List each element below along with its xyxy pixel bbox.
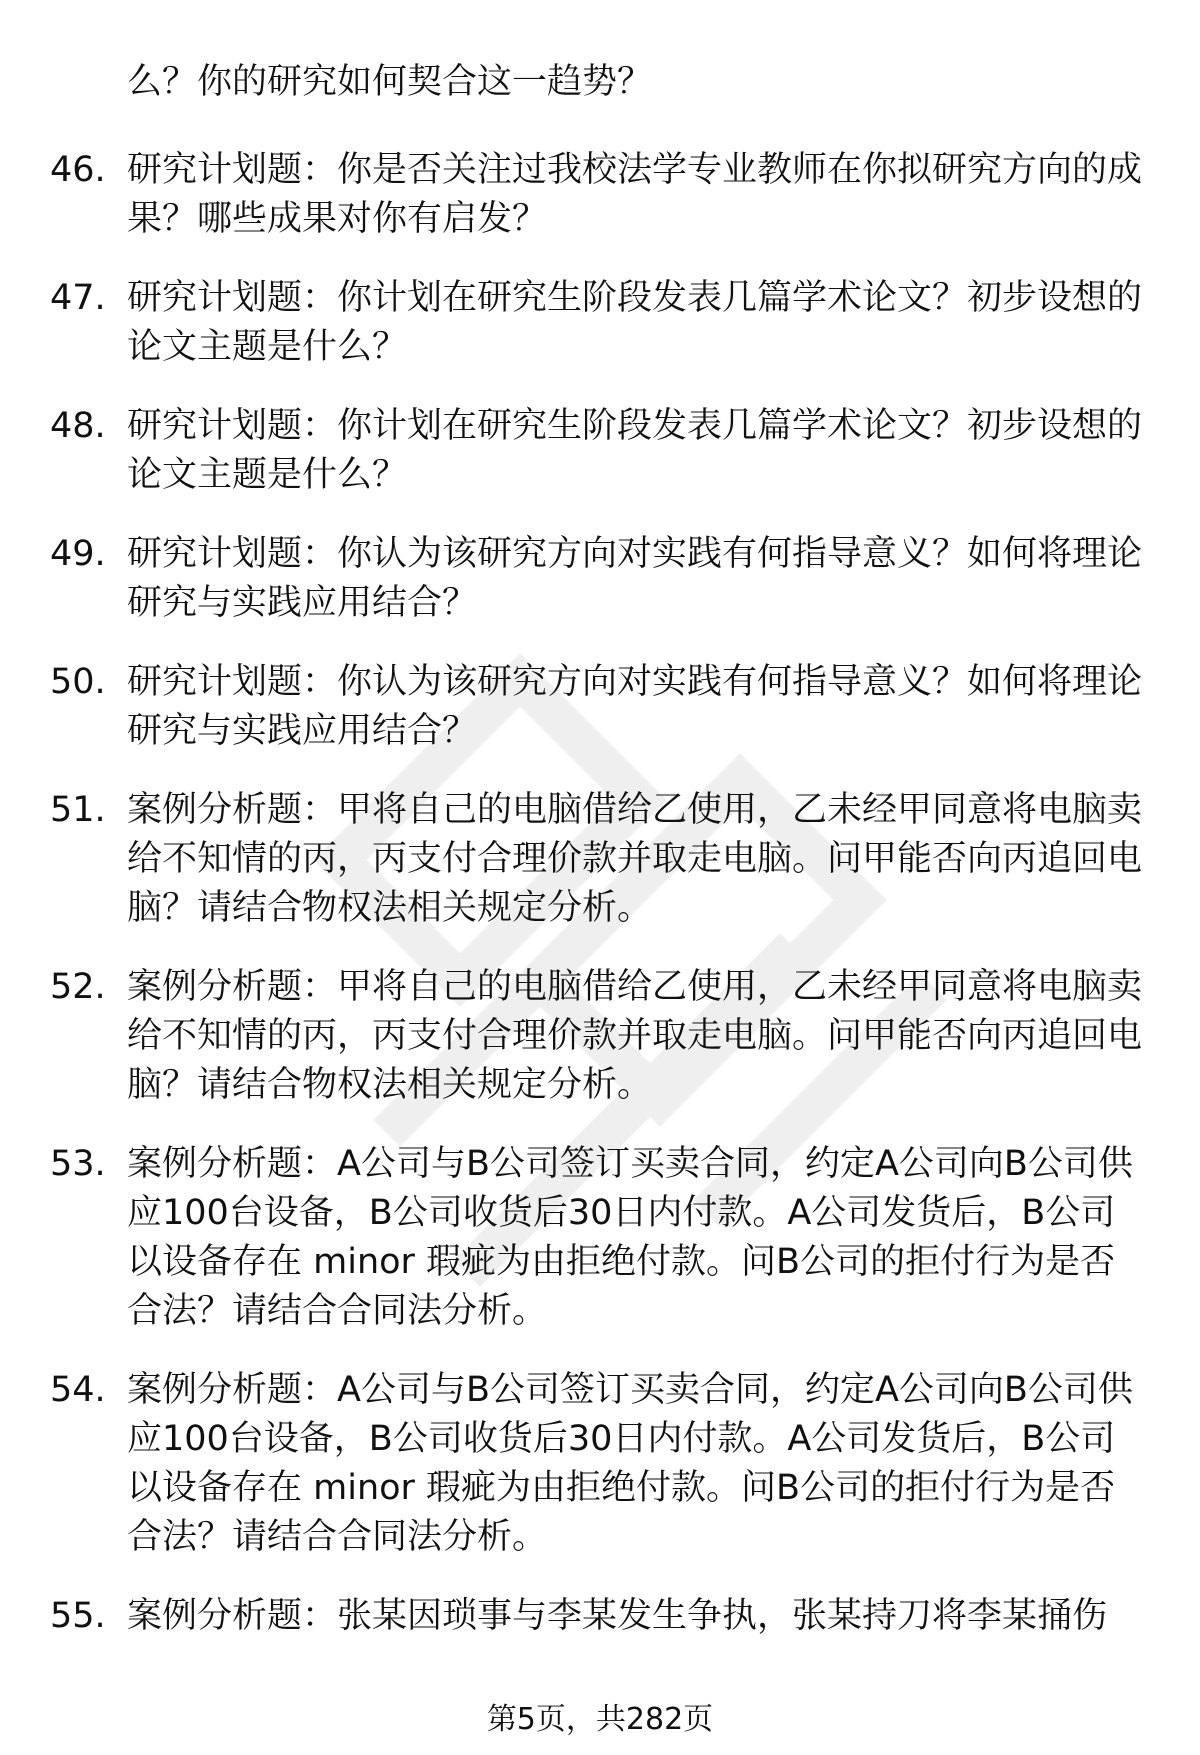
question-item [0,1366,1200,1562]
question-text: 案例分析题：A公司与B公司签订买卖合同，约定A公司向B公司供应100台设备，B公司收货后30日内付款。A公司发货后，B公司以设备存在 minor 瑕疵为由拒绝付款。问B公司的拒付行为是否合法？请结合合同法分析。 [127,1144,1133,1331]
question-number: 55. [50,1596,106,1636]
question-item [0,1140,1200,1336]
question-number: 54. [50,1370,106,1410]
question-list [0,146,1200,1671]
question-text: 研究计划题：你认为该研究方向对实践有何指导意义？如何将理论研究与实践应用结合？ [127,534,1143,623]
page-footer: 第5页，共282页 [486,1702,714,1737]
continuation-text: 么？你的研究如何契合这一趋势？ [127,62,653,102]
question-text: 案例分析题：甲将自己的电脑借给乙使用，乙未经甲同意将电脑卖给不知情的丙，丙支付合理价款并取走电脑。问甲能否向丙追回电脑？请结合物权法相关规定分析。 [127,790,1143,928]
question-number: 48. [50,406,106,446]
question-text: 研究计划题：你计划在研究生阶段发表几篇学术论文？初步设想的论文主题是什么？ [127,278,1143,367]
question-item [0,1592,1200,1641]
question-item [0,146,1200,244]
question-text: 研究计划题：你是否关注过我校法学专业教师在你拟研究方向的成果？哪些成果对你有启发？ [127,150,1143,239]
question-number: 53. [50,1144,106,1184]
question-text: 案例分析题：张某因琐事与李某发生争执，张某持刀将李某捅伤 [127,1596,1108,1636]
question-number: 47. [50,278,106,318]
question-text: 研究计划题：你计划在研究生阶段发表几篇学术论文？初步设想的论文主题是什么？ [127,406,1143,495]
question-text: 案例分析题：A公司与B公司签订买卖合同，约定A公司向B公司供应100台设备，B公司收货后30日内付款。A公司发货后，B公司以设备存在 minor 瑕疵为由拒绝付款。问B公司的拒付行为是否合法？请结合合同法分析。 [127,1370,1133,1557]
question-number: 50. [50,662,106,702]
question-text: 案例分析题：甲将自己的电脑借给乙使用，乙未经甲同意将电脑卖给不知情的丙，丙支付合理价款并取走电脑。问甲能否向丙追回电脑？请结合物权法相关规定分析。 [127,967,1143,1105]
question-item [0,658,1200,756]
question-number: 46. [50,150,106,190]
question-item [0,786,1200,933]
question-number: 52. [50,967,106,1007]
question-text: 研究计划题：你认为该研究方向对实践有何指导意义？如何将理论研究与实践应用结合？ [127,662,1143,751]
question-number: 51. [50,790,106,830]
question-number: 49. [50,534,106,574]
question-item [0,274,1200,372]
question-item [0,963,1200,1110]
question-item [0,402,1200,500]
question-item [0,530,1200,628]
